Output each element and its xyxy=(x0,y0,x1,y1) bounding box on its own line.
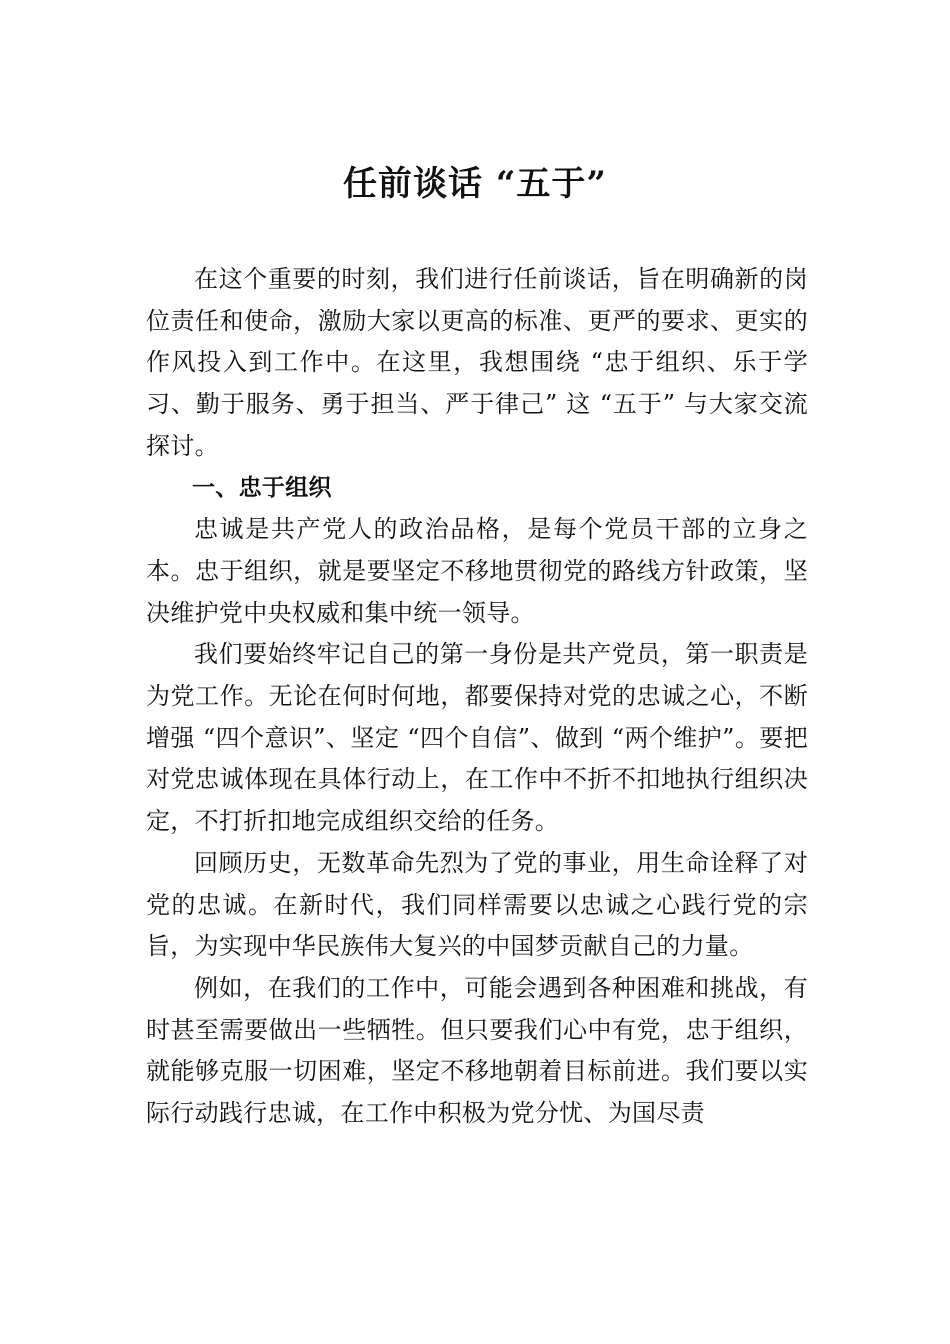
intro-paragraph: 在这个重要的时刻，我们进行任前谈话，旨在明确新的岗位责任和使命，激励大家以更高的标准、更严的要求、更实的作风投入到工作中。在这里，我想围绕 “忠于组织、乐于学习、勤于服务、勇于担当、严于律己” 这 “五于” 与大家交流探讨。 xyxy=(146,265,808,460)
body-paragraph: 例如，在我们的工作中，可能会遇到各种困难和挑战，有时甚至需要做出一些牺牲。但只要我们心中有党，忠于组织，就能够克服一切困难，坚定不移地朝着目标前进。我们要以实际行动践行忠诚，在工作中积极为党分忧、为国尽责 xyxy=(146,973,808,1128)
body-paragraph: 忠诚是共产党人的政治品格，是每个党员干部的立身之本。忠于组织，就是要坚定不移地贯彻党的路线方针政策，坚决维护党中央权威和集中统一领导。 xyxy=(146,515,808,627)
body-paragraph: 回顾历史，无数革命先烈为了党的事业，用生命诠释了对党的忠诚。在新时代，我们同样需要以忠诚之心践行党的宗旨，为实现中华民族伟大复兴的中国梦贡献自己的力量。 xyxy=(146,848,808,961)
body-paragraph: 我们要始终牢记自己的第一身份是共产党员，第一职责是为党工作。无论在何时何地，都要保持对党的忠诚之心，不断增强 “四个意识”、坚定 “四个自信”、做到 “两个维护”。要把对党忠诚体现在具体行动上，在工作中不折不扣地执行组织决定，不打折扣地完成组织交给的任务。 xyxy=(146,640,808,836)
section-heading: 一、忠于组织 xyxy=(192,474,332,501)
document-body xyxy=(146,259,808,1135)
document-title: 任前谈话 “五于” xyxy=(343,164,607,204)
